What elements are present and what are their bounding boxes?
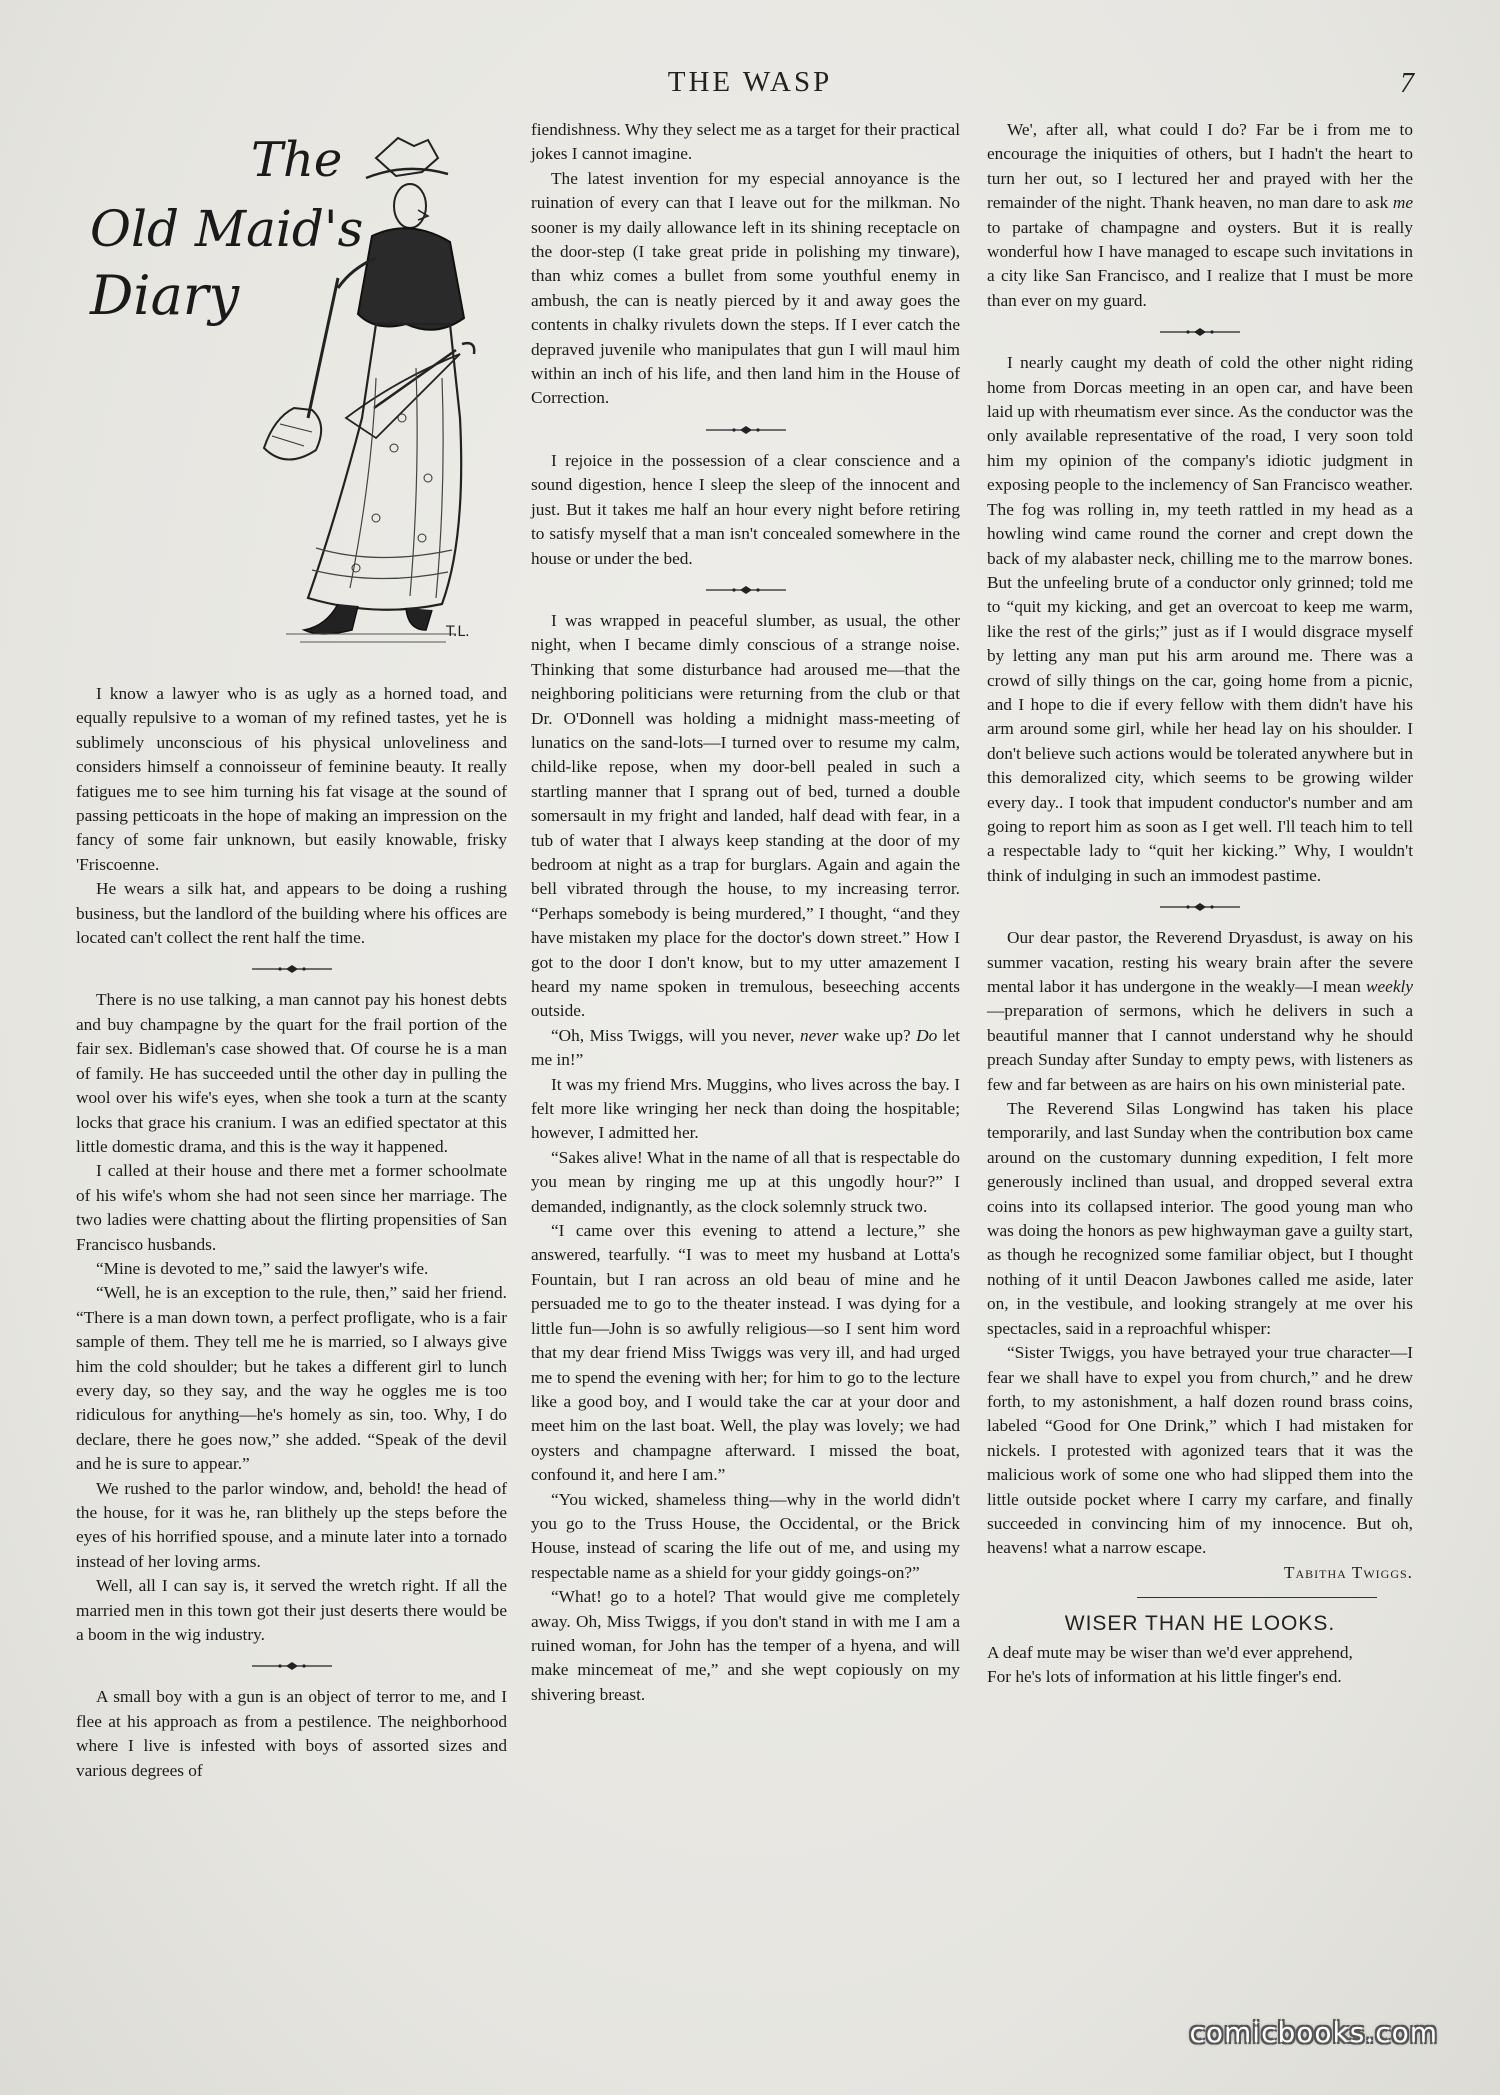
signature-line xyxy=(987,1561,1413,1585)
text-run: —preparation of sermons, which he delivers in such a beautiful manner that I cannot understand why he should preach Sunday after Sunday to empty pews, with listeners as few and far between as are hairs on his own ministerial pate. xyxy=(987,1001,1413,1094)
paragraph: A small boy with a gun is an object of terror to me, and I flee at his approach as from a pestilence. The neighborhood where I live is infested with boys of assorted sizes and various degrees of xyxy=(76,1687,507,1780)
text-run: Our dear pastor, the Reverend Dryasdust, is away on his summer vacation, resting his weary brain after the severe mental labor it has undergone in the weakly—I mean xyxy=(987,928,1413,996)
text-run: We', after all, what could I do? Far be i from me to encourage the iniquities of others, but I hadn't the heart to turn her out, so I lectured her and prayed with her the remainder of the night. Thank heaven, no man dare to ask xyxy=(987,120,1413,213)
column-1 xyxy=(76,118,507,1783)
section-divider-ornament xyxy=(706,425,786,435)
poem-line: For he's lots of information at his little finger's end. xyxy=(987,1666,1342,1686)
section-divider-ornament xyxy=(252,964,332,974)
watermark: comicbooks.com xyxy=(1189,2016,1438,2049)
paragraph: He wears a silk hat, and appears to be doing a rushing business, but the landlord of the building where his offices are located can't collect the rent half the time. xyxy=(76,879,507,948)
column-3 xyxy=(987,118,1413,1689)
paragraph: There is no use talking, a man cannot pay his honest debts and buy champagne by the quart for the frail portion of the fair sex. Bidleman's case showed that. Of course he is a man of family. He has succeeded until the other day in pulling the wool over his wife's eyes, when she took a turn at the scanty locks that grace his cranium. I was an edified spectator at this little domestic drama, and this is the way it happened. xyxy=(76,990,507,1156)
text-run: “Oh, Miss Twiggs, will you never, xyxy=(551,1025,795,1045)
paragraph: I called at their house and there met a former schoolmate of his wife's whom she had not seen since her marriage. The two ladies were chatting about the flirting propensities of San Francisco husbands. xyxy=(76,1161,507,1254)
paragraph: I was wrapped in peaceful slumber, as usual, the other night, when I became dimly conscious of a strange noise. Thinking that some disturbance had aroused me—that the neighboring politicians were returning from the club or that Dr. O'Donnell was holding a midnight mass-meeting of lunatics on the sand-lots—I turned over to resume my calm, child-like repose, when my door-bell pealed in such a startling manner that I sprang out of bed, turned a double somersault in my fright and landed, half dead with fear, in a tub of water that I always keep standing at the door of my bedroom at night as a trap for burglars. Again and again the bell vibrated through the house, to my increasing terror. “Perhaps somebody is being murdered,” I thought, “and they have mistaken my place for the doctor's down street.” How I got to the door I don't know, but to my utter amazement I heard my name spoken in tremulous, beseeching accents outside. xyxy=(531,610,960,1021)
section-divider-ornament xyxy=(706,585,786,595)
emphasis: me xyxy=(1392,193,1413,213)
poem-title: WISER THAN HE LOOKS. xyxy=(1064,1612,1336,1636)
paragraph: We rushed to the parlor window, and, behold! the head of the house, for it was he, ran blithely up the steps before the eyes of his horrified spouse, and a minute later into a tornado instead of her loving arms. xyxy=(76,1478,507,1571)
section-divider-ornament xyxy=(252,1661,332,1671)
poem xyxy=(987,1641,1413,1690)
paragraph: “Mine is devoted to me,” said the lawyer's wife. xyxy=(96,1258,429,1278)
paragraph: “Sister Twiggs, you have betrayed your true character—I fear we shall have to expel you from church,” and he drew forth, to my astonishment, a half dozen round brass coins, labeled “Good for One Drink,” which I had mistaken for nickels. I protested with agonized tears that it was the malicious work of some one who had slipped them into the little outside pocket where I carry my carfare, and finally succeeded in convincing him of my innocence. But oh, heavens! what a narrow escape. xyxy=(987,1343,1413,1558)
paragraph: “Sakes alive! What in the name of all that is respectable do you mean by ringing me up at this ungodly hour?” I demanded, indignantly, as the clock solemnly struck two. xyxy=(531,1147,960,1216)
paragraph xyxy=(987,926,1413,1097)
title-word-the: The xyxy=(251,132,343,188)
paragraph: I rejoice in the possession of a clear conscience and a sound digestion, hence I sleep the sleep of the innocent and just. But it takes me half an hour every night before retiring to satisfy myself that a man isn't concealed somewhere in the house or under the bed. xyxy=(531,450,960,568)
paragraph: “You wicked, shameless thing—why in the world didn't you go to the Truss House, the Occidental, or the Brick House, instead of scaring the life out of me, and using my respectable name as a shield for your giddy goings-on?” xyxy=(531,1489,960,1582)
paragraph: I know a lawyer who is as ugly as a horned toad, and equally repulsive to a woman of my refined tastes, yet he is sublimely unconscious of his physical unloveliness and considers himself a connoisseur of feminine beauty. It really fatigues me to see him turning his fat visage at the sound of passing petticoats in the hope of making an impression on the fancy of some fair unknown, but easily knowable, frisky 'Friscoenne. xyxy=(76,684,507,874)
text-run: wake up? xyxy=(843,1025,911,1045)
text-run: let me in!” xyxy=(531,1025,961,1070)
paragraph: Well, all I can say is, it served the wretch right. If all the married men in this town got their just deserts there would be a boom in the wig industry. xyxy=(76,1576,507,1645)
masthead: THE WASP xyxy=(667,66,833,98)
emphasis: weekly xyxy=(1365,977,1413,996)
paragraph: I nearly caught my death of cold the other night riding home from Dorcas meeting in an open car, and have been laid up with rheumatism ever since. As the conductor was the only available representative of the road, I very soon told him my opinion of the company's idiotic judgment in exposing people to the inclemency of San Francisco weather. The fog was rolling in, my teeth rattled in my head as a howling wind came round the corner and crept down the back of my alabaster neck, chilling me to the marrow bones. But the unfeeling brute of a conductor only grinned; told me to “quit my kicking, and get an overcoat to keep me warm, like the rest of the girls;” just as if I would disgrace myself by letting any man put his arm around me. There was a crowd of silly things on the car, going home from a picnic, and I hope to die if every fellow with them didn't have his arm around some girl, while her head lay on his shoulder. I don't believe such actions would be tolerated anywhere but in this demoralized city, which seems to be growing wilder every day.. I took that impudent conductor's number and am going to report him as soon as I get well. I'll teach him to tell a respectable lady to “quit her kicking.” Why, I wouldn't think of indulging in such an immodest pastime. xyxy=(987,353,1413,885)
emphasis: never xyxy=(799,1025,839,1045)
page-header xyxy=(0,66,1500,106)
old-maid-drawing xyxy=(76,118,507,678)
paragraph: “I came over this evening to attend a lecture,” she answered, tearfully. “I was to meet my husband at Lotta's Fountain, but I ran across an old beau of mine and he persuaded me to go to the theater instead. I was dying for a little fun—John is so awfully religious—so I sent him word that my dear friend Miss Twiggs was very ill, and had urged me to spend the evening with her; for him to go to the lecture like a good boy, and I would take the car at your door and meet him on the last boat. Well, the play was lovely; we had oysters and champagne afterward. I missed the boat, confound it, and here I am.” xyxy=(531,1221,960,1485)
paragraph: fiendishness. Why they select me as a target for their practical jokes I cannot imagine. xyxy=(531,120,960,164)
column-2 xyxy=(531,118,960,1707)
paragraph xyxy=(987,118,1413,313)
section-divider-ornament xyxy=(1160,902,1240,912)
text-run: to partake of champagne and oysters. But it is really wonderful how I have managed to escape such invitations in a city like San Francisco, and I realize that I must be more than ever on my guard. xyxy=(987,217,1413,310)
paragraph: “What! go to a hotel? That would give me completely away. Oh, Miss Twiggs, if you don't stand in with me I am a ruined woman, for John has the temper of a hyena, and will make mincemeat of me,” and she wept copiously on my shivering breast. xyxy=(531,1587,960,1704)
paragraph: The Reverend Silas Longwind has taken his place temporarily, and last Sunday when the contribution box came around on the customary dunning expedition, I felt more generously inclined than usual, and dropped several extra coins into its collapsed interior. The good young man who was doing the honors as pew highwayman gave a guilty start, as though he recognized some familiar object, but I thought nothing of it until Deacon Jawbones called me aside, later on, in the vestibule, and looking strangely at me over his spectacles, said in a reproachful whisper: xyxy=(987,1099,1413,1338)
title-illustration xyxy=(76,118,507,678)
artist-initials: T.L. xyxy=(446,624,470,640)
poem-line: A deaf mute may be wiser than we'd ever apprehend, xyxy=(987,1642,1353,1662)
author-signature: Tabitha Twiggs. xyxy=(1283,1562,1413,1582)
divider-rule xyxy=(1137,1597,1377,1598)
section-divider-ornament xyxy=(1160,327,1240,337)
paragraph: It was my friend Mrs. Muggins, who lives across the bay. I felt more like wringing her neck than doing the hospitable; however, I admitted her. xyxy=(531,1074,960,1143)
title-word-diary: Diary xyxy=(90,264,240,327)
emphasis: Do xyxy=(916,1025,938,1045)
title-word-old-maids: Old Maid's xyxy=(90,200,364,258)
paragraph xyxy=(531,1024,960,1073)
paragraph: “Well, he is an exception to the rule, then,” said her friend. “There is a man down town, a perfect profligate, who is a fair sample of them. They tell me he is married, so I always give him the cold shoulder; but he takes a different girl to lunch every day, so they say, and the way he oggles me is too ridiculous for anything—he's homely as sin, too. Why, I do declare, there he goes now,” she added. “Speak of the devil and he is sure to appear.” xyxy=(76,1283,507,1474)
page-number: 7 xyxy=(1400,68,1414,99)
paragraph: The latest invention for my especial annoyance is the ruination of every can that I leave out for the milkman. No sooner is my daily allowance left in its shining receptacle on the door-step (I take great pride in polishing my tinware), than whiz comes a bullet from some youthful enemy in ambush, the can is neatly pierced by it and away goes the contents in chalky rivulets down the steps. If I ever catch the depraved juvenile who manipulates that gun I will maul him within an inch of his life, and then land him in the House of Correction. xyxy=(531,168,960,408)
